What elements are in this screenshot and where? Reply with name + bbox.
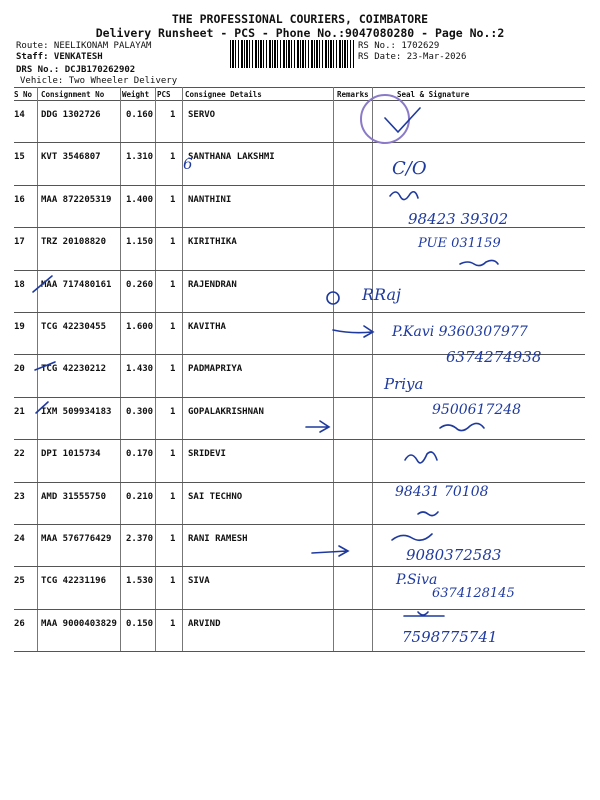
row-pcs: 1 xyxy=(170,152,176,163)
scribble-signature xyxy=(392,534,432,540)
row-consignee: SANTHANA LAKSHMI xyxy=(188,152,275,163)
row-consignee: RANI RAMESH xyxy=(188,534,248,544)
row-consignee: PADMAPRIYA xyxy=(188,364,243,375)
row-sno: 18 xyxy=(14,279,25,290)
row-consignment-no: IXM 509934183 xyxy=(41,406,112,417)
row-pcs: 1 xyxy=(170,406,176,417)
row-sno: 24 xyxy=(14,534,25,544)
row-consignee: SIVA xyxy=(188,576,210,587)
row-weight: 0.210 xyxy=(126,491,154,502)
row-consignment-no: TCG 42230212 xyxy=(41,364,107,375)
tick-mark xyxy=(385,108,420,132)
row-consignment-no: DPI 1015734 xyxy=(41,449,101,460)
handwritten-phone: 6374274938 xyxy=(446,348,542,366)
row-pcs: 1 xyxy=(170,576,176,587)
row-consignee: KIRITHIKA xyxy=(188,237,237,248)
drs-label: DRS No.: DCJB170262902 xyxy=(16,65,136,75)
route-label: Route: NEELIKONAM PALAYAM xyxy=(16,41,152,51)
col-pcs: PCS xyxy=(157,90,171,99)
strike-mark xyxy=(33,276,52,292)
row-weight: 0.170 xyxy=(126,449,154,460)
handwritten-signature: RRaj xyxy=(362,285,401,304)
row-pcs: 1 xyxy=(170,237,176,248)
row-sno: 16 xyxy=(14,194,25,205)
row-sno: 26 xyxy=(14,618,25,629)
row-consignment-no: AMD 31555750 xyxy=(41,491,107,502)
row-pcs: 1 xyxy=(170,194,176,205)
row-pcs: 1 xyxy=(170,279,176,290)
rs-number: RS No.: 1702629 xyxy=(358,41,440,51)
handwritten-signature: C/O xyxy=(392,158,427,179)
handwritten-phone: 98423 39302 xyxy=(408,210,509,228)
col-weight: Weight xyxy=(122,90,150,99)
row-weight: 0.150 xyxy=(126,618,154,629)
col-seal-signature: Seal & Signature xyxy=(397,90,470,99)
row-weight: 0.300 xyxy=(126,406,154,417)
col-sno: S No xyxy=(14,90,33,99)
row-consignment-no: TRZ 20108820 xyxy=(41,237,107,248)
scribble-signature xyxy=(460,260,498,265)
row-sno: 21 xyxy=(14,406,25,417)
col-consignment: Consignment No xyxy=(41,90,105,99)
row-weight: 2.370 xyxy=(126,534,154,544)
circle-mark xyxy=(327,292,339,304)
handwritten-phone: 7598775741 xyxy=(402,628,498,646)
handwritten-mark: 6 xyxy=(183,155,193,173)
row-pcs: 1 xyxy=(170,618,176,629)
strike-mark xyxy=(35,362,55,370)
handwritten-signature-phone: P.Kavi 9360307977 xyxy=(392,324,528,340)
row-sno: 22 xyxy=(14,449,25,460)
col-remarks: Remarks xyxy=(337,90,369,99)
company-title: THE PROFESSIONAL COURIERS, COIMBATORE xyxy=(171,12,429,26)
row-pcs: 1 xyxy=(170,534,176,544)
row-consignment-no: TCG 42231196 xyxy=(41,576,107,587)
row-weight: 0.160 xyxy=(126,110,154,120)
row-consignee: SAI TECHNO xyxy=(188,491,243,502)
row-consignment-no: MAA 872205319 xyxy=(41,194,112,205)
handwritten-phone: 9500617248 xyxy=(432,402,522,418)
row-weight: 1.310 xyxy=(126,152,154,163)
handwritten-phone: 6374128145 xyxy=(432,586,515,601)
scribble-signature xyxy=(390,192,418,200)
handwritten-signature: Priya xyxy=(384,375,424,393)
row-consignment-no: MAA 9000403829 xyxy=(41,618,117,629)
scribble-signature xyxy=(404,612,444,616)
row-consignee: RAJENDRAN xyxy=(188,279,237,290)
handwritten-signature: P.Siva xyxy=(396,572,438,588)
arrow-icon xyxy=(312,546,348,556)
row-sno: 14 xyxy=(14,110,25,120)
row-sno: 15 xyxy=(14,152,25,163)
arrow-icon xyxy=(333,326,373,337)
row-consignment-no: MAA 576776429 xyxy=(41,534,112,544)
row-consignee: NANTHINI xyxy=(188,194,232,205)
arrow-icon xyxy=(306,421,329,432)
row-weight: 1.430 xyxy=(126,364,154,375)
row-weight: 1.400 xyxy=(126,194,154,205)
row-sno: 19 xyxy=(14,322,25,332)
scribble-signature xyxy=(418,512,438,516)
row-weight: 1.600 xyxy=(126,322,154,332)
staff-label: Staff: VENKATESH xyxy=(16,52,103,62)
strike-mark xyxy=(36,402,48,413)
row-consignment-no: DDG 1302726 xyxy=(41,110,101,120)
vehicle-label: Vehicle: Two Wheeler Delivery xyxy=(20,76,178,86)
row-sno: 17 xyxy=(14,237,25,248)
runsheet-title: Delivery Runsheet - PCS - Phone No.:9047080280 - Page No.:2 xyxy=(95,26,505,40)
handwritten-code: PUE 031159 xyxy=(418,236,501,251)
row-consignee: KAVITHA xyxy=(188,322,226,332)
scribble-signature xyxy=(405,452,437,463)
row-sno: 23 xyxy=(14,491,25,502)
row-weight: 0.260 xyxy=(126,279,154,290)
row-pcs: 1 xyxy=(170,322,176,332)
row-consignment-no: MAA 717480161 xyxy=(41,279,112,290)
row-consignee: SRIDEVI xyxy=(188,449,226,460)
row-weight: 1.530 xyxy=(126,576,154,587)
col-consignee: Consignee Details xyxy=(185,90,262,99)
row-pcs: 1 xyxy=(170,491,176,502)
row-consignee: GOPALAKRISHNAN xyxy=(188,406,264,417)
handwritten-phone: 98431 70108 xyxy=(395,484,489,500)
scribble-signature xyxy=(440,423,484,430)
rs-date: RS Date: 23-Mar-2026 xyxy=(358,52,467,62)
row-weight: 1.150 xyxy=(126,237,154,248)
handwritten-phone: 9080372583 xyxy=(406,546,502,564)
row-pcs: 1 xyxy=(170,364,176,375)
row-consignment-no: TCG 42230455 xyxy=(41,322,107,332)
row-sno: 25 xyxy=(14,576,25,587)
row-sno: 20 xyxy=(14,364,25,375)
row-pcs: 1 xyxy=(170,449,176,460)
row-consignee: ARVIND xyxy=(188,618,221,629)
row-consignee: SERVO xyxy=(188,110,216,120)
row-pcs: 1 xyxy=(170,110,176,120)
row-consignment-no: KVT 3546807 xyxy=(41,152,101,163)
